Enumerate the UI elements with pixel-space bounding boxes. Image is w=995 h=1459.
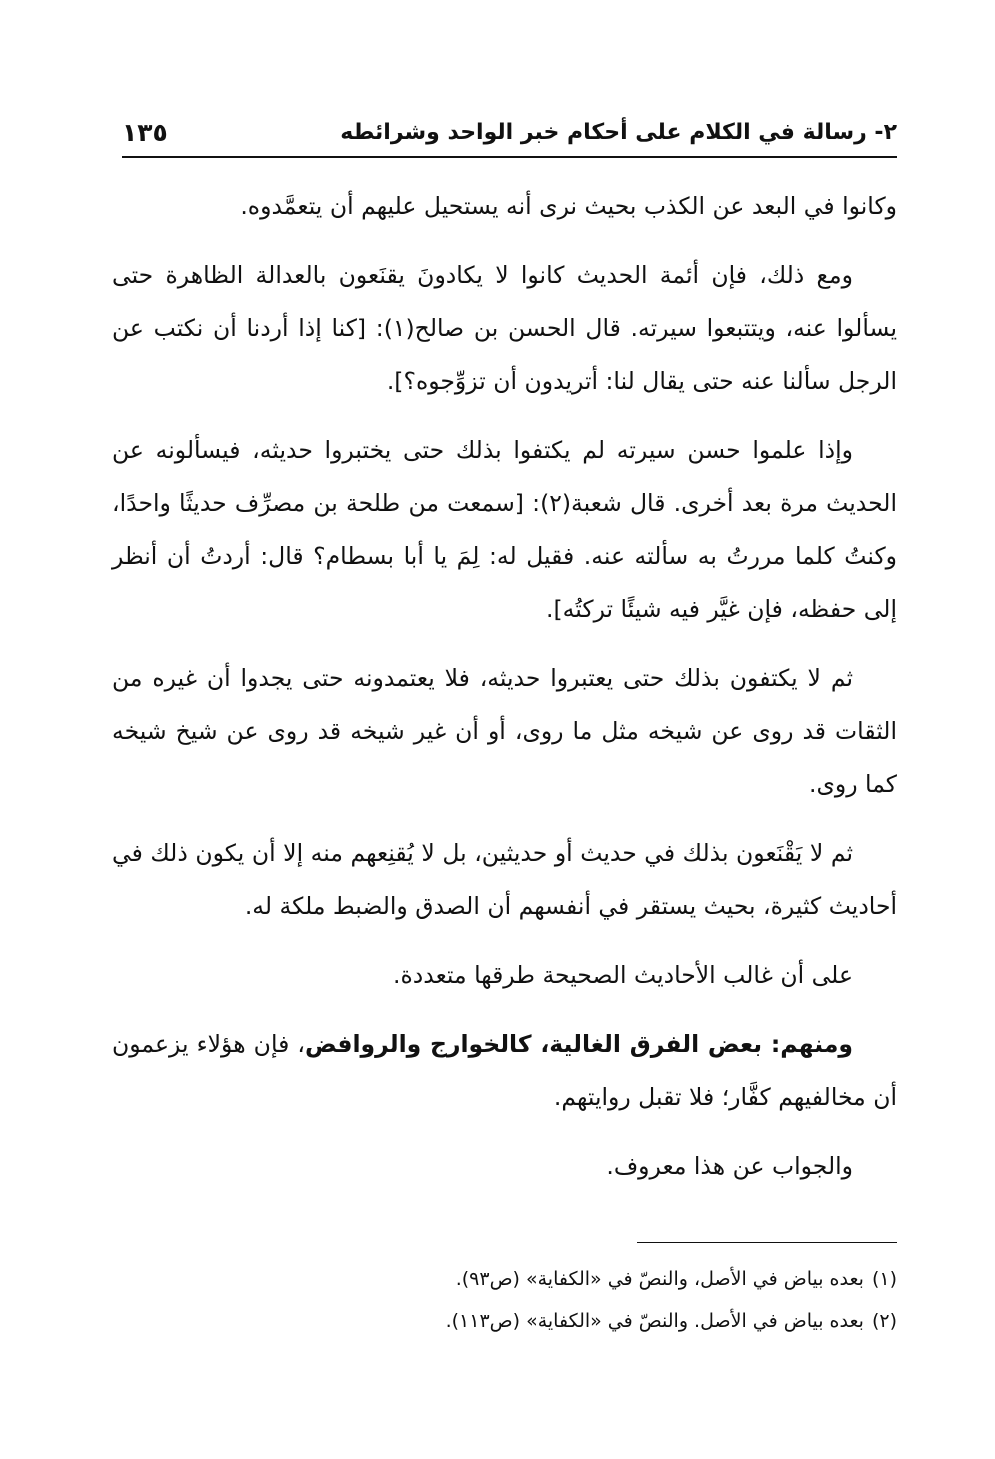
running-header [122, 110, 897, 158]
footnote-1 [117, 1258, 897, 1300]
footnotes [117, 1258, 897, 1342]
footnote-2 [117, 1300, 897, 1342]
paragraph-5: ثم لا يَقْنَعون بذلك في حديث أو حديثين، بل لا يُقنِعهم منه إلا أن يكون ذلك في أحاديث كثيرة، بحيث يستقر في أنفسهم أن الصدق والضبط ملكة له. [112, 839, 897, 920]
paragraph-8: والجواب عن هذا معروف. [606, 1152, 853, 1180]
paragraph-2: ومع ذلك، فإن أئمة الحديث كانوا لا يكادونَ يقنَعون بالعدالة الظاهرة حتى يسألوا عنه، ويتتبعوا سيرته. قال الحسن بن صالح(١): [كنا إذا أردنا أن نكتب عن الرجل سألنا عنه حتى يقال لنا: أتريدون أن تزوِّجوه؟]. [112, 261, 897, 395]
footnote-separator [637, 1242, 897, 1243]
footnote-2-text: بعده بياض في الأصل. والنصّ في «الكفاية» (ص١١٣). [445, 1310, 864, 1332]
paragraph-4: ثم لا يكتفون بذلك حتى يعتبروا حديثه، فلا يعتمدونه حتى يجدوا أن غيره من الثقات قد روى عن شيخه مثل ما روى، أو أن غير شيخه قد روى عن شيخ شيخه كما روى. [112, 664, 897, 798]
paragraph-7-rest: ، فإن هؤلاء يزعمون أن مخالفيهم كفَّار؛ فلا تقبل روايتهم. [112, 1030, 897, 1111]
paragraph-7-bold-lead: ومنهم: بعض الفرق الغالية، كالخوارج والروافض [305, 1030, 853, 1058]
paragraph-1: وكانوا في البعد عن الكذب بحيث نرى أنه يستحيل عليهم أن يتعمَّدوه. [240, 192, 897, 220]
page-number: ١٣٥ [122, 118, 168, 147]
paragraph-7 [112, 1018, 897, 1124]
footnote-2-number: (٢) [871, 1310, 897, 1332]
paragraph-3: وإذا علموا حسن سيرته لم يكتفوا بذلك حتى يختبروا حديثه، فيسألونه عن الحديث مرة بعد أخرى. قال شعبة(٢): [سمعت من طلحة بن مصرِّف حديثًا واحدًا، وكنتُ كلما مررتُ به سألته عنه. فقيل له: لِمَ يا أبا بسطام؟ قال: أردتُ أن أنظر إلى حفظه، فإن غيَّر فيه شيئًا تركتُه]. [112, 436, 897, 623]
main-text [112, 180, 897, 1209]
footnote-1-number: (١) [871, 1268, 897, 1290]
paragraph-6: على أن غالب الأحاديث الصحيحة طرقها متعددة. [393, 961, 853, 989]
footnote-1-text: بعده بياض في الأصل، والنصّ في «الكفاية» (ص٩٣). [455, 1268, 864, 1290]
running-title: ٢- رسالة في الكلام على أحكام خبر الواحد وشرائطه [340, 120, 897, 145]
